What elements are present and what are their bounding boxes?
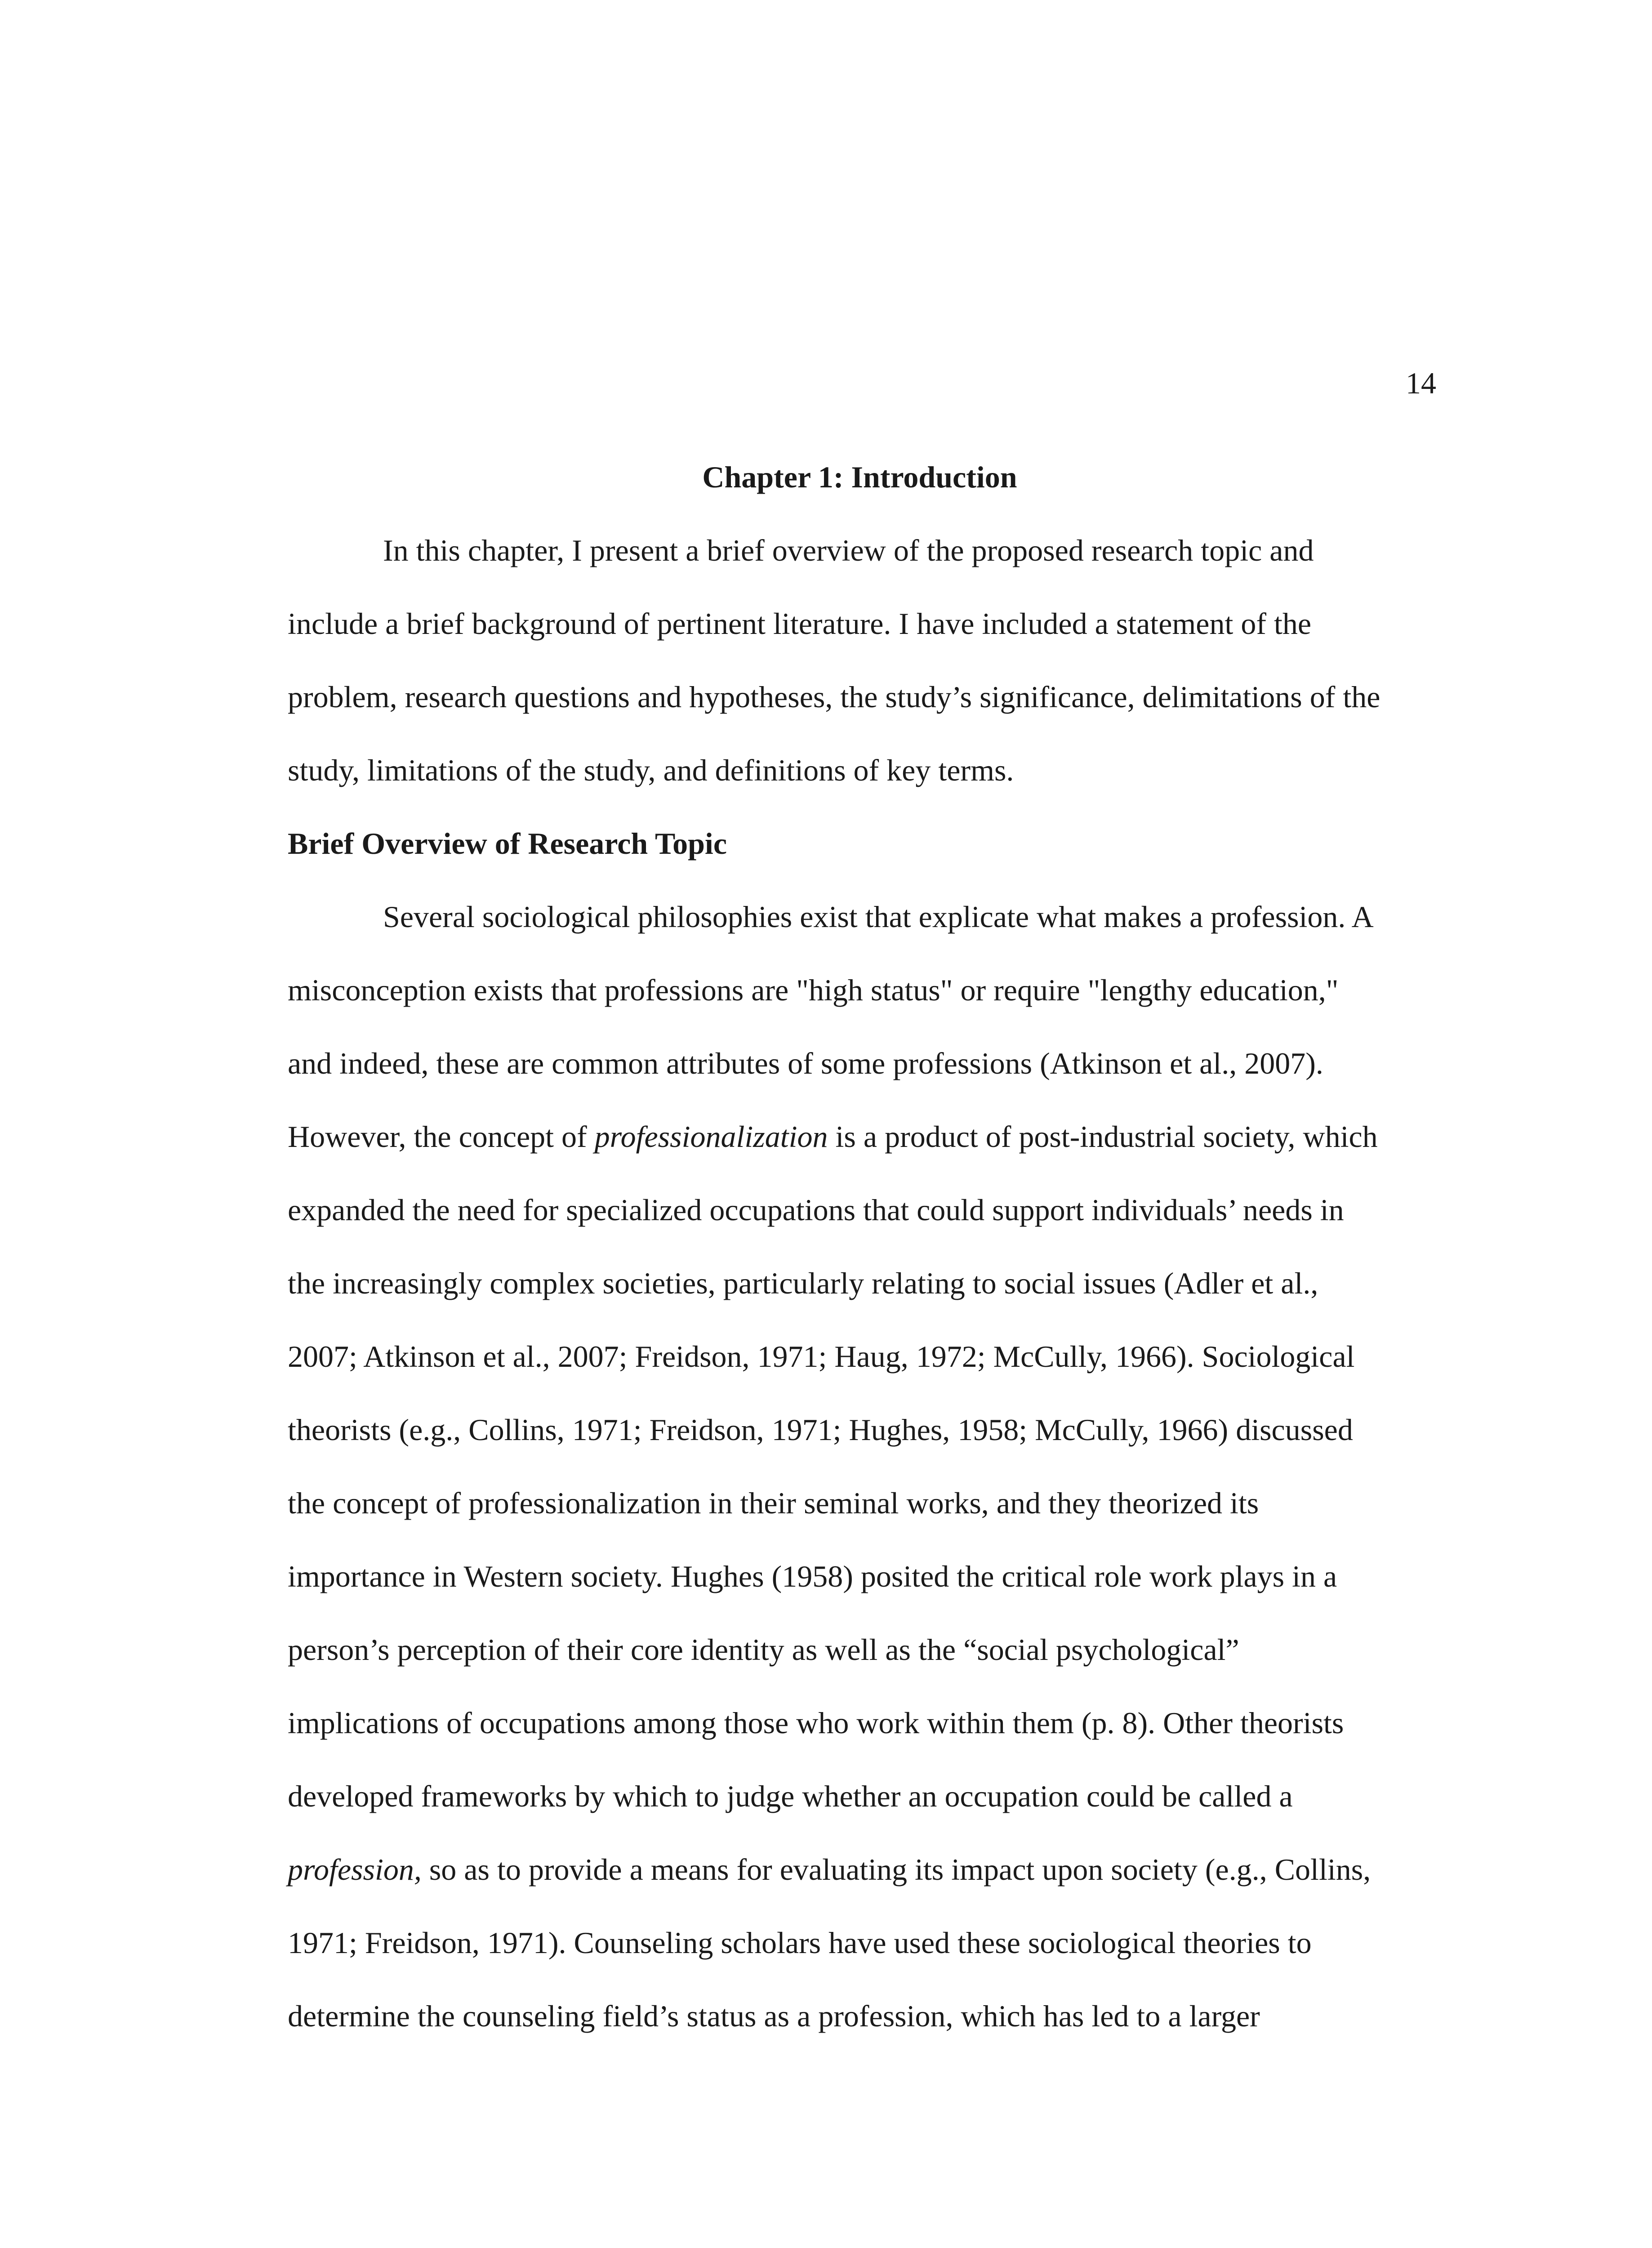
intro-line: In this chapter, I present a brief overview of the proposed research topic and bbox=[383, 533, 1314, 567]
body-text: is a product of post-industrial society, which bbox=[828, 1120, 1378, 1154]
body-text: so as to provide a means for evaluating its impact upon society (e.g., Collins, bbox=[421, 1852, 1371, 1887]
body-line: misconception exists that professions are "high status" or require "lengthy education," bbox=[288, 973, 1339, 1007]
body-line: the increasingly complex societies, particularly relating to social issues (Adler et al., bbox=[288, 1266, 1318, 1300]
body-line: theorists (e.g., Collins, 1971; Freidson, 1971; Hughes, 1958; McCully, 1966) discussed bbox=[288, 1413, 1353, 1447]
italic-term: profession, bbox=[288, 1852, 422, 1887]
body-line bbox=[288, 1833, 1432, 1906]
chapter-title: Chapter 1: Introduction bbox=[702, 460, 1017, 494]
section-heading: Brief Overview of Research Topic bbox=[288, 826, 727, 861]
body-line: 2007; Atkinson et al., 2007; Freidson, 1971; Haug, 1972; McCully, 1966). Sociological bbox=[288, 1339, 1355, 1374]
text-block bbox=[288, 441, 1432, 2053]
body-line: determine the counseling field’s status as a profession, which has led to a larger bbox=[288, 1999, 1260, 2033]
body-line: developed frameworks by which to judge whether an occupation could be called a bbox=[288, 1779, 1293, 1813]
intro-line: problem, research questions and hypotheses, the study’s significance, delimitations of the bbox=[288, 680, 1380, 714]
italic-term: professionalization bbox=[594, 1120, 828, 1154]
intro-line: study, limitations of the study, and definitions of key terms. bbox=[288, 753, 1014, 787]
body-line: importance in Western society. Hughes (1958) posited the critical role work plays in a bbox=[288, 1559, 1337, 1593]
body-line: expanded the need for specialized occupations that could support individuals’ needs in bbox=[288, 1193, 1344, 1227]
body-text: However, the concept of bbox=[288, 1120, 595, 1154]
body-line bbox=[288, 1100, 1432, 1173]
body-line: person’s perception of their core identity as well as the “social psychological” bbox=[288, 1632, 1239, 1667]
intro-line: include a brief background of pertinent literature. I have included a statement of the bbox=[288, 607, 1312, 641]
body-line: Several sociological philosophies exist that explicate what makes a profession. A bbox=[383, 900, 1374, 934]
page-number: 14 bbox=[1406, 366, 1436, 400]
body-line: the concept of professionalization in their seminal works, and they theorized its bbox=[288, 1486, 1259, 1520]
body-line: and indeed, these are common attributes of some professions (Atkinson et al., 2007). bbox=[288, 1046, 1323, 1080]
body-line: implications of occupations among those who work within them (p. 8). Other theorists bbox=[288, 1706, 1344, 1740]
body-line: 1971; Freidson, 1971). Counseling scholars have used these sociological theories to bbox=[288, 1926, 1312, 1960]
